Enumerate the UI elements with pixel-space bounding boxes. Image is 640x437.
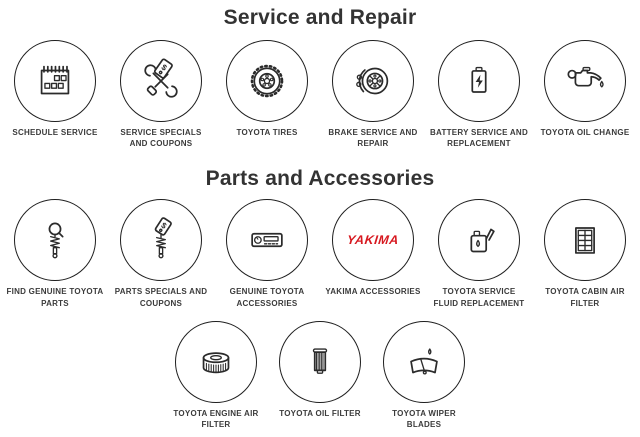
- wiper-blade-icon: [401, 339, 447, 385]
- tile-brake-service-repair[interactable]: [320, 40, 426, 149]
- tile-toyota-tires[interactable]: [214, 40, 320, 138]
- find-parts-circle: [14, 199, 96, 281]
- tire-icon: [244, 58, 290, 104]
- tile-label: TOYOTA ENGINE AIR FILTER: [173, 408, 259, 429]
- tile-label: TOYOTA OIL CHANGE: [540, 128, 630, 137]
- tile-yakima-accessories[interactable]: [320, 199, 426, 297]
- yakima-logo: YAKIMA: [346, 233, 400, 248]
- svg-text:$: $: [159, 221, 169, 232]
- yakima-circle: [332, 199, 414, 281]
- tile-label: YAKIMA ACCESSORIES: [325, 287, 421, 297]
- fluid-jug-icon: [456, 217, 502, 263]
- engine-air-filter-icon: [193, 339, 239, 385]
- tile-toyota-wiper-blades[interactable]: [372, 321, 476, 430]
- shock-price-tag-icon: [138, 217, 184, 263]
- tile-find-genuine-toyota-parts[interactable]: [2, 199, 108, 308]
- tile-toyota-oil-change[interactable]: [532, 40, 638, 138]
- tile-parts-specials-coupons[interactable]: [108, 199, 214, 308]
- tile-label: TOYOTA TIRES: [236, 128, 298, 137]
- parts-accessories-row-2: [0, 321, 640, 430]
- section-title-parts-and-accessories: Parts and Accessories: [205, 167, 435, 191]
- service-fluid-circle: [438, 199, 520, 281]
- oil-change-circle: [544, 40, 626, 122]
- accessories-circle: [226, 199, 308, 281]
- tile-label: PARTS SPECIALS AND COUPONS: [114, 287, 208, 308]
- tile-label: BRAKE SERVICE AND REPAIR: [328, 128, 418, 149]
- oil-filter-circle: [279, 321, 361, 403]
- brake-rotor-icon: [350, 58, 396, 104]
- tile-toyota-service-fluid-replacement[interactable]: [426, 199, 532, 308]
- tile-battery-service-replacement[interactable]: [426, 40, 532, 149]
- tile-label: GENUINE TOYOTA ACCESSORIES: [229, 287, 305, 308]
- parts-specials-circle: [120, 199, 202, 281]
- tile-label: TOYOTA WIPER BLADES: [392, 408, 456, 429]
- battery-icon: [456, 58, 502, 104]
- tools-price-tag-icon: [138, 58, 184, 104]
- tile-label: BATTERY SERVICE AND REPLACEMENT: [430, 128, 528, 149]
- calendar-icon: [32, 58, 78, 104]
- cabin-filter-circle: [544, 199, 626, 281]
- tile-label: TOYOTA OIL FILTER: [279, 408, 361, 418]
- tile-genuine-toyota-accessories[interactable]: [214, 199, 320, 308]
- tile-toyota-cabin-air-filter[interactable]: [532, 199, 638, 308]
- oil-filter-icon: [297, 339, 343, 385]
- cabin-air-filter-icon: [562, 217, 608, 263]
- tile-toyota-oil-filter[interactable]: [268, 321, 372, 419]
- schedule-service-circle: [14, 40, 96, 122]
- section-title-service-and-repair: Service and Repair: [223, 6, 417, 29]
- tile-service-specials-coupons[interactable]: [108, 40, 214, 149]
- tile-toyota-engine-air-filter[interactable]: [164, 321, 268, 430]
- oil-can-icon: [562, 58, 608, 104]
- tile-label: TOYOTA CABIN AIR FILTER: [545, 287, 625, 308]
- wiper-blades-circle: [383, 321, 465, 403]
- tile-label: SCHEDULE SERVICE: [12, 128, 98, 137]
- service-specials-circle: [120, 40, 202, 122]
- toyota-tires-circle: [226, 40, 308, 122]
- parts-accessories-row-1: [0, 199, 640, 308]
- service-repair-row: [0, 40, 640, 149]
- tile-label: TOYOTA SERVICE FLUID REPLACEMENT: [433, 287, 525, 308]
- tile-label: SERVICE SPECIALS AND COUPONS: [120, 128, 202, 149]
- engine-filter-circle: [175, 321, 257, 403]
- svg-text:$: $: [159, 62, 169, 73]
- tile-schedule-service[interactable]: [2, 40, 108, 138]
- shock-magnifier-icon: [32, 217, 78, 263]
- tile-label: FIND GENUINE TOYOTA PARTS: [6, 287, 104, 308]
- brake-service-circle: [332, 40, 414, 122]
- car-stereo-icon: [244, 217, 290, 263]
- battery-service-circle: [438, 40, 520, 122]
